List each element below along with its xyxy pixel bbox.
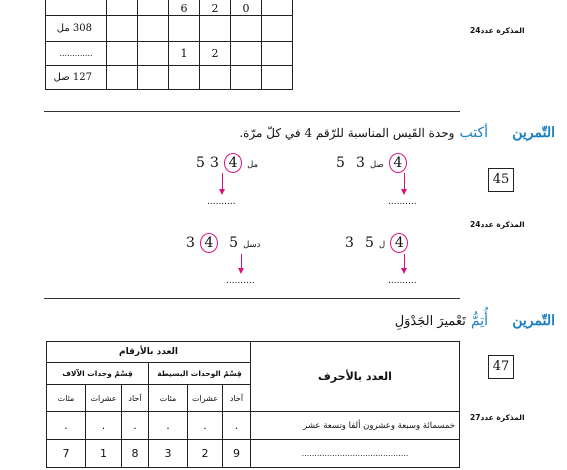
digits: 5: [365, 235, 374, 251]
exercise-45-heading: [200, 122, 555, 141]
table-cell: [107, 0, 138, 16]
teacher-note: المذكرة عدد24: [470, 220, 525, 229]
answer-blank: ..........: [388, 276, 417, 286]
table-cell: .: [47, 412, 86, 440]
exercise-label: التّمرين: [512, 313, 555, 329]
table-cell: [107, 66, 138, 90]
table-row: [46, 42, 293, 66]
table-cell: 2: [200, 0, 231, 16]
table-cell: 1: [169, 42, 200, 66]
numbers-table: [46, 341, 460, 468]
exercise-verb: أكتب: [459, 125, 489, 141]
table-cell: .: [122, 412, 149, 440]
col-header: مئات: [47, 385, 86, 412]
exercise-label: التّمرين: [512, 125, 555, 141]
table-cell: [231, 66, 262, 90]
header-words: العدد بالأحرف: [251, 342, 460, 412]
measure-item: [186, 232, 260, 253]
circled-digit: 4: [390, 233, 408, 253]
digits: 3: [356, 155, 365, 171]
unit-label: مل: [247, 160, 259, 170]
table-cell: .: [149, 412, 188, 440]
table-cell: 0: [231, 0, 262, 16]
table-row: [46, 0, 293, 16]
table-cell: [107, 42, 138, 66]
table-cell: 3: [149, 440, 188, 468]
circled-digit: 4: [389, 153, 407, 173]
table-cell: [200, 66, 231, 90]
col-header: مئات: [149, 385, 188, 412]
table-cell: [169, 16, 200, 42]
exercise-number-box: 45: [488, 168, 514, 192]
header-numbers: العدد بالأرقام: [47, 342, 251, 363]
unit-label: صل: [370, 160, 384, 170]
table-cell: 9: [223, 440, 251, 468]
table-cell: 6: [169, 0, 200, 16]
table-cell: 1: [86, 440, 122, 468]
exercise-47-heading: [300, 310, 555, 329]
digits: 5: [336, 155, 345, 171]
words-cell: ..........................................: [251, 440, 460, 468]
digits: 3: [345, 235, 354, 251]
circled-digit: 4: [200, 233, 218, 253]
table-row: [47, 440, 460, 468]
table-cell: [231, 16, 262, 42]
table-cell: [200, 16, 231, 42]
top-table: [45, 0, 293, 90]
class-simple-header: قِسْمُ الوحدات البسيطة: [149, 363, 251, 385]
table-row: [46, 16, 293, 42]
answer-blank: ..........: [388, 197, 417, 207]
table-cell: [169, 66, 200, 90]
digits: 5: [196, 155, 205, 171]
table-cell: 8: [122, 440, 149, 468]
digits: 5: [229, 235, 239, 251]
table-cell: [46, 0, 107, 16]
table-cell: .: [223, 412, 251, 440]
unit-label: دسل: [243, 240, 261, 250]
arrow-head: [401, 268, 407, 274]
table-cell: .............: [46, 42, 107, 66]
exercise-number-box: 47: [488, 355, 514, 379]
words-cell: خمسمائة وسبعة وعشرون ألفا وتسعة عشر: [251, 412, 460, 440]
teacher-note: المذكرة عدد27: [470, 413, 525, 422]
table-cell: .: [86, 412, 122, 440]
measure-item: [336, 152, 407, 173]
table-cell: [138, 42, 169, 66]
exercise-instruction: وحدة القَيس المناسبة للرّقم 4 في كلّ مرّة.: [239, 126, 455, 140]
col-header: عشرات: [188, 385, 223, 412]
class-thousands-header: قِسْمُ وحدات الآلاف: [47, 363, 149, 385]
table-cell: [107, 16, 138, 42]
arrow-head: [219, 189, 225, 195]
unit-label: ل: [379, 240, 386, 250]
divider: [44, 298, 460, 299]
table-cell: .: [188, 412, 223, 440]
table-row: [47, 342, 460, 363]
table-cell: [231, 42, 262, 66]
table-row: [47, 412, 460, 440]
col-header: آحاد: [223, 385, 251, 412]
divider: [44, 111, 460, 112]
exercise-verb: أُتِمُّ: [470, 313, 489, 329]
arrow-head: [401, 189, 407, 195]
table-cell: [262, 42, 293, 66]
digits: 3: [186, 235, 195, 251]
measure-item: [345, 232, 408, 253]
table-cell: [138, 0, 169, 16]
table-cell: [138, 16, 169, 42]
table-cell: 127 صل: [46, 66, 107, 90]
table-cell: [138, 66, 169, 90]
table-cell: 308 مل: [46, 16, 107, 42]
answer-blank: ..........: [207, 197, 236, 207]
circled-digit: 4: [224, 153, 242, 173]
col-header: آحاد: [122, 385, 149, 412]
teacher-note: المذكرة عدد24: [470, 26, 525, 35]
col-header: عشرات: [86, 385, 122, 412]
measure-item: [196, 152, 258, 173]
table-cell: [262, 0, 293, 16]
table-cell: 2: [188, 440, 223, 468]
table-cell: [262, 66, 293, 90]
exercise-instruction: تَعْميرَ الجَدْوَلِ: [394, 314, 466, 329]
answer-blank: ..........: [226, 276, 255, 286]
digits: 3: [210, 155, 219, 171]
table-row: [46, 66, 293, 90]
table-cell: 2: [200, 42, 231, 66]
table-cell: [262, 16, 293, 42]
arrow-head: [238, 268, 244, 274]
table-cell: 7: [47, 440, 86, 468]
